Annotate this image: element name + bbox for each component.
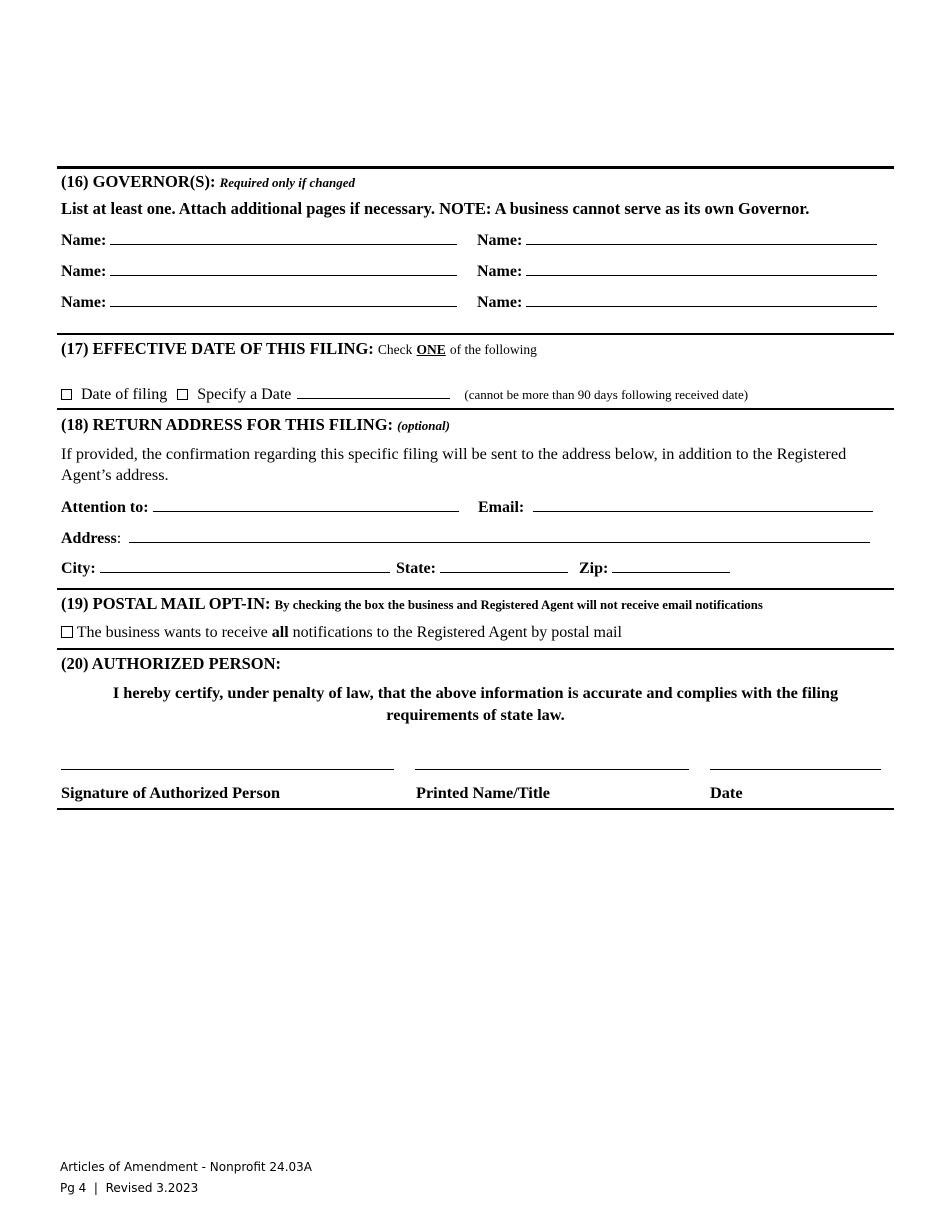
specify-date-label: Specify a Date [197,386,292,403]
governor-name-field-1[interactable] [110,230,457,245]
effective-date-options [61,384,748,404]
section-16-heading [61,172,355,192]
postal-mail-text-bold: all [271,624,289,641]
date-label: Date [710,783,743,802]
governor-name-field-5[interactable] [110,292,457,307]
date-of-filing-checkbox[interactable] [61,389,72,400]
governor-name-field-4[interactable] [526,261,877,276]
section-20-top-rule [57,648,894,650]
address-label: Address [61,530,117,547]
specify-date-field[interactable] [297,384,450,399]
postal-mail-checkbox[interactable] [61,626,73,638]
governor-name-row-1-right [477,230,877,250]
name-label: Name: [61,263,107,280]
certification-line-1: I hereby certify, under penalty of law, that the above information is accurate and complies with the filing [112,683,839,702]
footer-page-info: Pg 4 | Revised 3.2023 [60,1181,199,1195]
section-17-title: (17) EFFECTIVE DATE OF THIS FILING: [61,339,374,358]
section-17-check-one: ONE [416,342,446,357]
section-17-check-post: of the following [449,342,537,357]
section-20-heading: (20) AUTHORIZED PERSON: [61,654,282,673]
section-18-optional: (optional) [397,418,450,433]
postal-mail-text-post: notifications to the Registered Agent by postal mail [292,624,622,641]
section-18-heading [61,415,450,435]
email-label: Email: [478,499,525,516]
postal-mail-option [61,624,622,642]
zip-label: Zip: [579,560,609,577]
section-19-title: (19) POSTAL MAIL OPT-IN: [61,594,271,613]
name-label: Name: [477,232,523,249]
email-row [478,497,873,517]
governor-name-field-2[interactable] [526,230,877,245]
city-label: City: [61,560,96,577]
zip-row [579,558,730,578]
section-18-top-rule [57,408,894,410]
date-limit-note: (cannot be more than 90 days following received date) [464,387,749,402]
zip-field[interactable] [612,558,730,573]
section-16-instruction: List at least one. Attach additional pages if necessary. NOTE: A business cannot serve as its own Governor. [61,199,810,218]
printed-name-line[interactable] [415,769,689,770]
section-18-description-line-1: If provided, the confirmation regarding this specific filing will be sent to the address below, in addition to the Registered [61,444,847,463]
attention-label: Attention to: [61,499,149,516]
attention-row [61,497,459,517]
section-18-description-line-2: Agent’s address. [61,465,169,484]
section-18-title: (18) RETURN ADDRESS FOR THIS FILING: [61,415,394,434]
section-17-heading [61,339,537,359]
name-label: Name: [61,232,107,249]
section-20-bottom-rule [57,808,894,810]
certification-line-2: requirements of state law. [386,705,565,724]
section-19-note: By checking the box the business and Registered Agent will not receive email notifications [274,598,763,612]
printed-name-label: Printed Name/Title [416,783,550,802]
date-line[interactable] [710,769,881,770]
governor-name-row-2-right [477,261,877,281]
name-label: Name: [477,263,523,280]
name-label: Name: [477,294,523,311]
signature-line[interactable] [61,769,394,770]
email-field[interactable] [533,497,873,512]
name-label: Name: [61,294,107,311]
state-field[interactable] [440,558,568,573]
state-row [396,558,568,578]
governor-name-field-3[interactable] [110,261,457,276]
section-17-top-rule [57,333,894,335]
section-16-top-rule [57,166,894,169]
governor-name-row-1-left [61,230,457,250]
footer-form-title: Articles of Amendment - Nonprofit 24.03A [60,1160,312,1174]
signature-label: Signature of Authorized Person [61,783,281,802]
governor-name-row-2-left [61,261,457,281]
specify-date-checkbox[interactable] [177,389,188,400]
address-row: Address: [61,528,870,548]
city-row [61,558,390,578]
attention-field[interactable] [153,497,459,512]
section-16-title: (16) GOVERNOR(S): [61,172,216,191]
section-16-note: Required only if changed [219,175,355,190]
governor-name-row-3-right [477,292,877,312]
postal-mail-text-pre: The business wants to receive [76,624,268,641]
state-label: State: [396,560,436,577]
section-17-check-pre: Check [377,342,413,357]
governor-name-field-6[interactable] [526,292,877,307]
city-field[interactable] [100,558,390,573]
governor-name-row-3-left [61,292,457,312]
date-of-filing-label: Date of filing [81,386,168,403]
address-field[interactable] [129,528,870,543]
section-19-top-rule [57,588,894,590]
section-19-heading [61,594,763,614]
